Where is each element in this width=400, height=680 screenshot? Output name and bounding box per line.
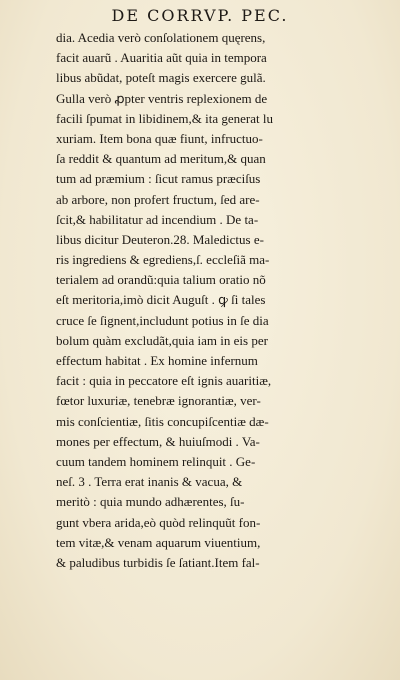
text-line: cruce ſe ſignent,includunt potius in ſe dia <box>56 312 269 328</box>
text-line: gunt vbera arida,eò quòd relinquũt fon- <box>56 514 261 530</box>
running-head: DE CORRVP. PEC. <box>111 6 289 25</box>
text-line: meritò : quia mundo adhærentes, ſu- <box>56 494 245 510</box>
text-line: ab arbore, non profert fructum, ſed are- <box>56 191 260 207</box>
text-line: neſ. 3 . Terra erat inanis & vacua, & <box>56 474 243 490</box>
text-line: facit auarũ . Auaritia aũt quia in tempora <box>56 50 267 66</box>
text-line: fœtor luxuriæ, tenebræ ignorantiæ, ver- <box>56 393 261 409</box>
text-line: mones per effectum, & huiuſmodi . Va- <box>56 433 260 449</box>
text-line: tem vitæ,& venam aquarum viuentium, <box>56 534 261 550</box>
text-line: ſa reddit & quantum ad meritum,& quan <box>56 151 266 167</box>
text-line: facili ſpumat in libidinem,& ita generat lu <box>56 110 273 126</box>
text-line: libus abũdat, poteſt magis exercere gulã. <box>56 70 266 86</box>
text-line: cuum tandem hominem relinquit . Ge- <box>56 453 256 469</box>
text-line: bolum quàm excludãt,quia iam in eis per <box>56 332 268 348</box>
text-line: libus dicitur Deuteron.28. Maledictus e- <box>56 231 264 247</box>
text-block <box>56 28 392 573</box>
text-line: dia. Acedia verò conſolationem quęrens, <box>56 30 266 45</box>
text-line: facit : quia in peccatore eſt ignis auaritiæ, <box>56 373 272 389</box>
text-line: ſcit,& habilitatur ad incendium . De ta- <box>56 211 259 227</box>
text-line: tum ad præmium : ſicut ramus præciſus <box>56 171 261 187</box>
text-line: eſt meritoria,imò dicit Auguſt . ꝙ ſi tales <box>56 292 266 308</box>
text-line: ris ingrediens & egrediens,ſ. eccleſiã ma- <box>56 252 270 268</box>
text-line: & paludibus turbidis ſe ſatiant.Item fal- <box>56 554 260 570</box>
text-line: effectum habitat . Ex homine infernum <box>56 353 258 368</box>
text-line: terialem ad orandũ:quia talium oratio nõ <box>56 272 266 288</box>
text-line: xuriam. Item bona quæ fiunt, infructuo- <box>56 130 263 146</box>
text-line: Gulla verò ꝓpter ventris replexionem de <box>56 90 268 106</box>
text-line: mis conſcientiæ, ſitis concupiſcentiæ dæ- <box>56 413 269 429</box>
